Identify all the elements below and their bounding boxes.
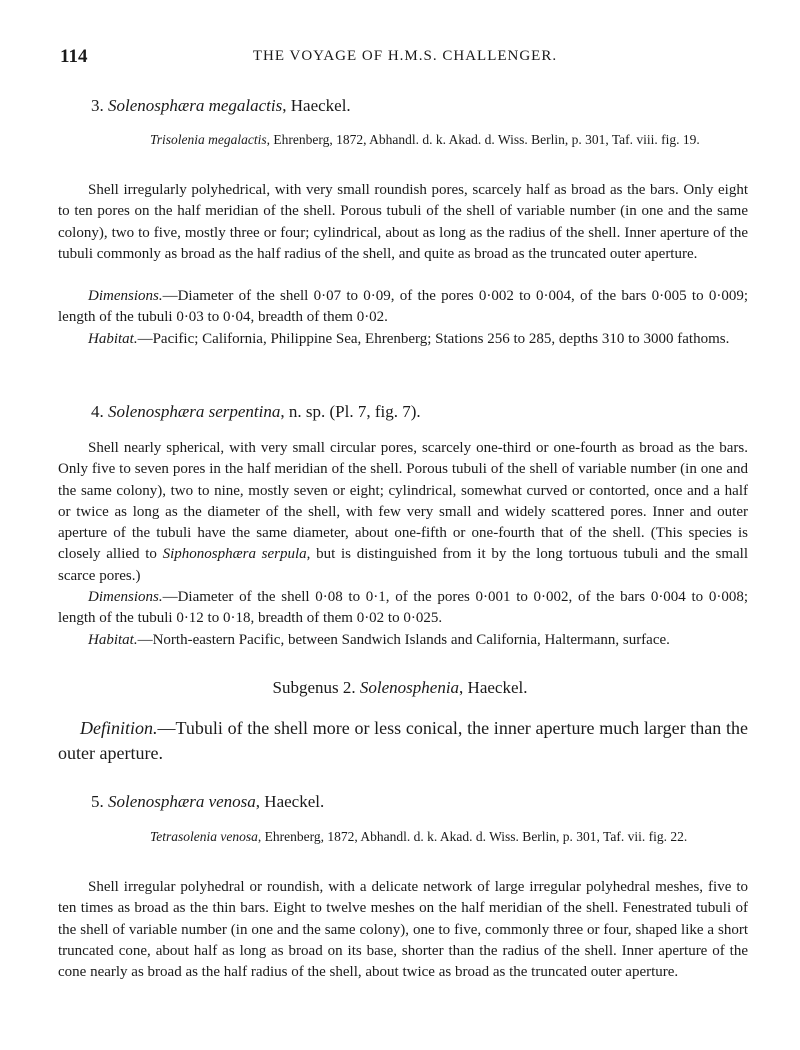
species-4-heading bbox=[91, 402, 421, 422]
species-number: 5. bbox=[91, 792, 104, 811]
species-3-dimensions bbox=[58, 286, 748, 329]
species-author: , n. sp. (Pl. 7, fig. 7). bbox=[280, 402, 421, 421]
dimensions-label: Dimensions. bbox=[88, 589, 163, 605]
species-name: Solenosphæra serpentina bbox=[108, 402, 281, 421]
definition-text: —Tubuli of the shell more or less conical, the inner aperture much larger than the outer aperture. bbox=[58, 718, 748, 763]
subgenus-author: , Haeckel. bbox=[459, 678, 528, 697]
habitat-label: Habitat. bbox=[88, 331, 138, 347]
species-4-description bbox=[58, 438, 748, 587]
habitat-text: —North-eastern Pacific, between Sandwich Islands and California, Haltermann, surface. bbox=[137, 632, 670, 648]
synonym-reference: , Ehrenberg, 1872, Abhandl. d. k. Akad. d. Wiss. Berlin, p. 301, Taf. viii. fig. 19. bbox=[266, 132, 700, 147]
species-author: , Haeckel. bbox=[282, 96, 351, 115]
species-5-description: Shell irregular polyhedral or roundish, with a delicate network of large irregular polyhedral meshes, five to ten times as broad as the thin bars. Eight to twelve meshes on the half meridian of the shell. Fenestrated tubuli of the shell of variable number (in one and the same colony), one to five, commonly three or four, shaped like a short truncated cone, about half as long as broad on its base, shorter than the radius of the shell. Inner aperture of the cone nearly as broad as the half radius of the shell, about twice as broad as the truncated outer aperture. bbox=[58, 879, 748, 981]
subgenus-heading bbox=[0, 678, 800, 698]
species-5-synonym bbox=[150, 827, 750, 846]
running-title: THE VOYAGE OF H.M.S. CHALLENGER. bbox=[252, 48, 558, 64]
species-author: , Haeckel. bbox=[255, 792, 325, 811]
species-3-heading bbox=[91, 96, 351, 116]
species-3-habitat bbox=[58, 329, 748, 350]
subgenus-prefix: Subgenus 2. bbox=[272, 678, 360, 697]
description-text-end: , but is distinguished from it by the long tortuous tubuli and the small scarce pores.) bbox=[58, 546, 748, 584]
species-3-description: Shell irregularly polyhedrical, with very small roundish pores, scarcely half as broad as the bars. Only eight to ten pores on the half meridian of the shell. Porous tubuli of the shell of variable number (in one and the same colony), two to five, mostly three or four; cylindrical, about as long as the radius of the shell. Inner aperture of the tubuli commonly as broad as the half radius of the shell, and quite as broad as the truncated outer aperture. bbox=[58, 182, 748, 262]
species-number: 3. bbox=[91, 96, 104, 115]
species-4-dimensions bbox=[58, 587, 748, 630]
subgenus-definition bbox=[58, 716, 748, 766]
habitat-text: —Pacific; California, Philippine Sea, Ehrenberg; Stations 256 to 285, depths 310 to 3000 fathoms. bbox=[137, 331, 730, 347]
species-4-habitat bbox=[58, 630, 748, 651]
species-3-synonym bbox=[150, 130, 750, 149]
synonym-name: Trisolenia megalactis bbox=[150, 132, 267, 147]
dimensions-text: —Diameter of the shell 0·08 to 0·1, of the pores 0·001 to 0·002, of the bars 0·004 to 0·008; length of the tubuli 0·12 to 0·18, breadth of them 0·02 to 0·025. bbox=[58, 589, 748, 627]
page-header bbox=[60, 46, 750, 72]
synonym-reference: , Ehrenberg, 1872, Abhandl. d. k. Akad. d. Wiss. Berlin, p. 301, Taf. vii. fig. 22. bbox=[257, 829, 688, 844]
definition-label: Definition. bbox=[80, 718, 158, 738]
dimensions-label: Dimensions. bbox=[88, 288, 163, 304]
species-5-heading bbox=[91, 792, 324, 812]
species-number: 4. bbox=[91, 402, 104, 421]
synonym-name: Tetrasolenia venosa bbox=[150, 829, 258, 844]
species-name: Solenosphæra venosa bbox=[108, 792, 256, 811]
related-species-name: Siphonosphæra serpula bbox=[162, 546, 307, 563]
page-number: 114 bbox=[60, 46, 88, 67]
species-name: Solenosphæra megalactis bbox=[108, 96, 283, 115]
habitat-label: Habitat. bbox=[88, 632, 138, 648]
dimensions-text: —Diameter of the shell 0·07 to 0·09, of the pores 0·002 to 0·004, of the bars 0·005 to 0·009; length of the tubuli 0·03 to 0·04, breadth of them 0·02. bbox=[58, 288, 748, 326]
subgenus-name: Solenosphenia bbox=[359, 678, 460, 697]
description-text: Shell nearly spherical, with very small circular pores, scarcely one-third or one-fourth as broad as the bars. Only five to seven pores in the half meridian of the shell. Porous tubuli of the shell of variable number (in one and the same colony), two to nine, mostly seven or eight; cylindrical, somewhat curved or contorted, once and a half or twice as long as the diameter of the shell, with few very small and widely scattered pores. Inner and outer aperture of the tubuli have the same diameter, about one-fifth or one-fourth that of the shell. (This species is closely allied to bbox=[58, 440, 748, 563]
